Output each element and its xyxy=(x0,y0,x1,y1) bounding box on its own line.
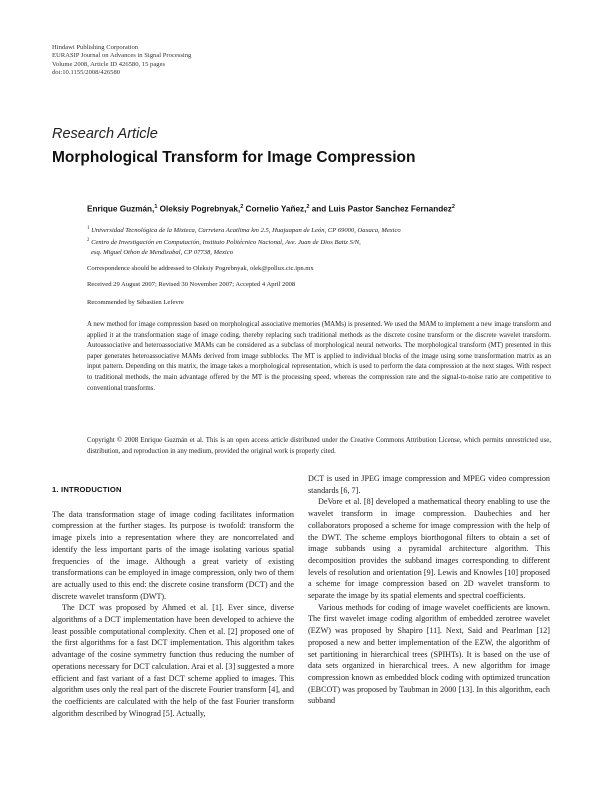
author-name: Oleksiy Pogrebnyak, xyxy=(157,204,241,214)
affiliation-text: Centro de Investigación en Computación, Instituto Politécnico Nacional, Ave. Juan de Dios Batiz S/N, xyxy=(91,238,361,246)
abstract: A new method for image compression based on morphological associative memories (MAMs) is presented. We used the MAM to implement a new image transform and applied it at the transformation stage of image coding, thereby replacing such traditional methods as the discrete cosine transform or the discrete wavelet transform. Autoassociative and heteroassociative MAMs can be considered as a subclass of morphological neural networks. The morphological transform (MT) presented in this paper generates heteroassociative MAMs derived from image subblocks. The MT is applied to individual blocks of the image using some transformation matrix as an input pattern. Depending on this matrix, the image takes a morphological representation, which is used to perform the data compression at the next stages. With respect to traditional methods, the main advantage offered by the MT is the processing speed, whereas the compression rate and the signal-to-noise ratio are competitive to conventional transforms. xyxy=(87,321,551,392)
affiliations xyxy=(87,224,557,257)
journal-header xyxy=(52,44,352,77)
recommended-by: Recommended by Sébastien Lefevre xyxy=(87,299,184,306)
affiliation-line xyxy=(87,248,557,258)
left-column xyxy=(52,484,294,719)
author-affil-mark: 1 xyxy=(154,204,158,210)
affil-mark: 1 xyxy=(87,226,90,231)
paragraph: The DCT was proposed by Ahmed et al. [1]. Ever since, diverse algorithms of a DCT implementation have been developed to achieve the least possible computational complexity. Chen et al. [2] proposed one of the first algorithms for a fast DCT implementation. This algorithm takes advantage of the cosine symmetry function thus reducing the number of operations necessary for DCT calculation. Arai et al. [3] suggested a more efficient and fast variant of a fast DCT scheme applied to images. This algorithm uses only the real part of the discrete Fourier transform [4], and the coefficients are calculated with the help of the fast Fourier transform algorithm described by Winograd [5]. Actually, xyxy=(52,603,294,718)
author-name: and Luis Pastor Sanchez Fernandez xyxy=(309,204,452,214)
paragraph: DeVore et al. [8] developed a mathematical theory enabling to use the wavelet transform in image compression. Daubechies and her collaborators proposed a scheme for image compression with the help of the DWT. The scheme employs biorthogonal filters to obtain a set of image subbands using a pyramidal architecture algorithm. This decomposition provides the subband images corresponding to different levels of resolution and orientation [9]. Lewis and Knowles [10] proposed a scheme for image compression based on 2D wavelet transform to separate the image by its spatial elements and spectral coefficients. xyxy=(308,497,550,601)
affil-mark: 2 xyxy=(87,237,90,243)
affiliation-text: esq. Miguel Othon de Mendizabal, CP 07738, Mexico xyxy=(91,248,233,256)
author-affil-mark: 2 xyxy=(306,204,310,210)
journal-line: EURASIP Journal on Advances in Signal Processing xyxy=(52,52,192,60)
page-title: Morphological Transform for Image Compression xyxy=(52,149,416,166)
affiliation-text: Universidad Tecnológica de la Mixteca, Carretera Acatlima km 2.5, Huajuapan de León, CP 69000, Oaxaca, Mexico xyxy=(91,227,401,235)
paragraph: The data transformation stage of image coding facilitates information compression at the further stages. Its purpose is twofold: transform the image pixels into a representation where they are noncorrelated and identify the less important parts of the image isolating various spatial frequencies of the image. Although a great variety of existing transformations can be employed in image compression, only two of them are actually used to this end: the discrete cosine transform (DCT) and the discrete wavelet transform (DWT). xyxy=(52,509,294,601)
author-list xyxy=(87,204,455,214)
author-name: Enrique Guzmán, xyxy=(87,204,155,214)
author-affil-mark: 2 xyxy=(451,204,455,210)
doi-line: doi:10.1155/2008/426580 xyxy=(52,68,121,76)
author-affil-mark: 2 xyxy=(240,204,244,210)
right-column xyxy=(308,473,550,707)
affiliation-line xyxy=(87,224,557,236)
paragraph: Various methods for coding of image wavelet coefficients are known. The first wavelet image coding algorithm of embedded zerotree wavelet (EZW) was proposed by Shapiro [11]. Next, Said and Pearlman [12] proposed a new and better implementation of the EZW, the algorithm of set partitioning in hierarchical trees (SPIHTs). It is based on the use of data sets organized in hierarchical trees. A new algorithm for image compression known as embedded block coding with optimized truncation (EBCOT) was proposed by Taubman in 2000 [13]. In this algorithm, each subband xyxy=(308,602,550,706)
dates: Received 29 August 2007; Revised 30 November 2007; Accepted 4 April 2008 xyxy=(87,281,296,288)
correspondence: Correspondence should be addressed to Oleksiy Pogrebnyak, olek@pollux.cic.ipn.mx xyxy=(87,265,314,272)
copyright-notice: Copyright © 2008 Enrique Guzmán et al. This is an open access article distributed under the Creative Commons Attribution License, which permits unrestricted use, distribution, and reproduction in any medium, provided the original work is properly cited. xyxy=(87,437,551,455)
author-name: Cornelio Yañez, xyxy=(243,204,307,214)
article-type: Research Article xyxy=(52,126,158,142)
paragraph: DCT is used in JPEG image compression and MPEG video compression standards [6, 7]. xyxy=(308,474,550,495)
volume-line: Volume 2008, Article ID 426580, 15 pages xyxy=(52,60,166,68)
affiliation-line xyxy=(87,236,557,248)
publisher-line: Hindawi Publishing Corporation xyxy=(52,44,139,51)
section-heading: 1. INTRODUCTION xyxy=(52,485,122,494)
